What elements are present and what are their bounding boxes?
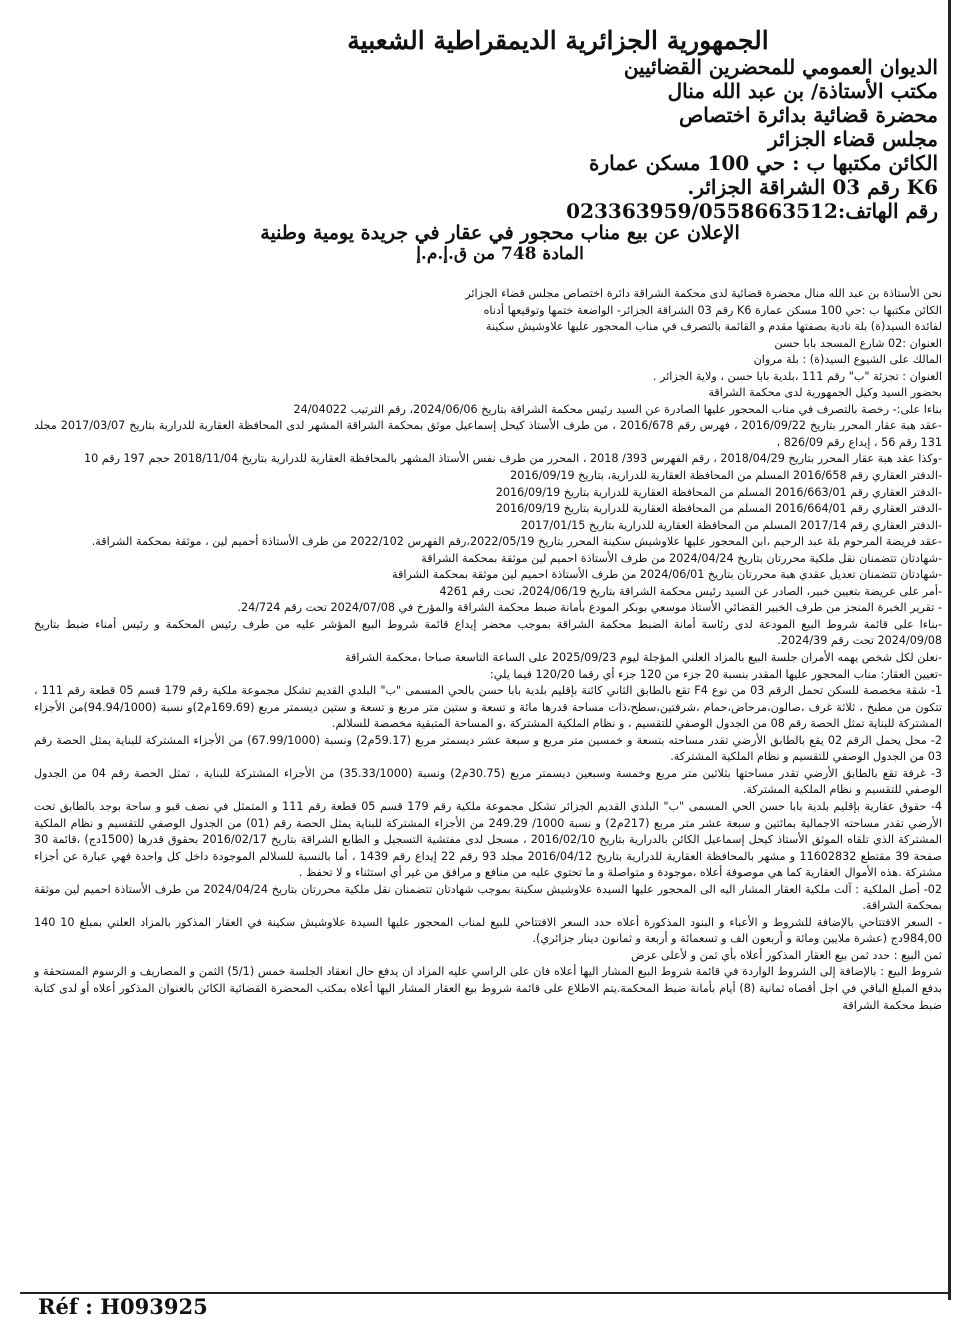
paragraph: 2- محل يحمل الرقم 02 يقع بالطابق الأرضي تقدر مساحته بتسعة و خمسين متر مربع و سبعة عشر ديسمتر مربع (59.17م2) ونسبة (67.99/1000) من الأجزاء المشتركة للبناية يمثل الحصة رقم 03 من الجدول الوصفي للتقسيم و نظام الملكية المشتركة. <box>34 733 942 764</box>
announcement-body <box>34 286 942 1014</box>
paragraph: لفائدة السيد(ة) بلة نادية بصفتها مقدم و القائمة بالتصرف في مناب المحجور عليها علاوشيش سكينة <box>485 320 942 334</box>
office-line: الديوان العمومي للمحضرين القضائيين <box>623 55 938 79</box>
paragraph: 4- حقوق عقارية بإقليم بلدية بابا حسن الحي المسمى "ب" البلدي القديم الجزائر تشكل مجموعة ملكية رقم 179 قسم 05 قطعة رقم 111 و المتمثل في نصف قبو و ساحة بوجد بالطابق تحت الأرضي تقدر مساحته الاجمالية بمائتين و سبعة عشر متر مربع (217م2) و نسبة 1000/ 249.29 من الأجزاء المشتركة للبناية يمثل الحصة رقم (01) من الجدول الوصفي للتقسيم و نظام الملكية المشتركة الذي تلقاه الموثق الأستاذ كيحل إسماعيل الكائن بالدرارية بتاريخ 2016/02/10 ، مسجل لدى مفتشية التسجيل و الطابع الشراقة بتاريخ 2016/02/17 بحقوق قدرها (1500دج) ،قائمة 30 صفحة 39 مقتطع 11602832 و مشهر بالمحافظة العقارية للدرارية بتاريخ 2016/04/12 مجلد 93 رقم 22 إيداع رقم 1439 ، أما بالنسبة للسلالم الموجودة داخل كل واحدة فهي عبارة عن أجزاء مشتركة .هذه الأموال العقارية كما هي موصوفة أعلاه ،موجودة و متواصلة و ما تحتوي عليه من منافع و مرافق من غير أي استثناء و لا تحفظ . <box>34 799 943 880</box>
paragraph: -عقد فريضة المرحوم بلة عبد الرحيم ،ابن المحجور عليها علاوشيش سكينة المحرر بتاريخ 2022/05/19،رقم الفهرس 2022/102 من طرف الأستاذة أحميم لين ، موثقة بمحكمة الشراقة. <box>91 535 942 549</box>
office-line: مجلس قضاء الجزائر <box>768 127 938 151</box>
paragraph: بحضور السيد وكيل الجمهورية لدى محكمة الشراقة <box>708 386 942 400</box>
paragraph: شروط البيع : بالإضافة إلى الشروط الواردة في قائمة شروط البيع المشار اليها أعلاه فان على الراسي عليه المزاد ان يدفع حال انعقاد الجلسة خمس (5/1) الثمن و المصاريف و الرسوم المستحقة و بدفع المبلغ الباقي في اجل أقصاه ثمانية (8) أيام بأمانة ضبط المحكمة.يتم الاطلاع على قائمة شروط بيع العقار المشار اليها أعلاه بمكتب المحضرة القضائية الكائن بالعنوان المذكور أعلاه أو لدى كتابة ضبط محكمة الشراقة <box>34 965 942 1012</box>
paragraph: المالك على الشيوع السيد(ة) : بلة مروان <box>753 353 942 367</box>
office-line: K6 رقم 03 الشراقة الجزائر. <box>687 175 938 199</box>
office-line: محضرة قضائية بدائرة اختصاص <box>679 103 938 127</box>
office-line: مكتب الأستاذة/ بن عبد الله منال <box>667 79 938 103</box>
paragraph: - تقرير الخبرة المنجز من طرف الخبير القضائي الأستاذ موسعي بوبكر المودع بأمانة ضبط محكمة الشراقة والمؤرخ في 2024/07/08 تحت رقم 24/724. <box>237 601 942 615</box>
paragraph: 1- شقة مخصصة للسكن تحمل الرقم 03 من نوع F4 تقع بالطابق الثاني كائنة بإقليم بلدية بابا حسن بالحي المسمى "ب" البلدي القديم تشكل مجموعة ملكية رقم 179 قسم 05 قطعة رقم 111 ، تتكون من مطبخ ، ثلاثة غرف ،صالون،مرحاض،حمام ،شرفتين،سطح،ذات مساحة قدرها مائة و تسعة و ستين متر مربع و تسعة و ستين ديسمتر مربع (169.69م2)و نسبة (94.94/1000)من الأجزاء المشتركة للبناية تمثل الحصة رقم 08 من الجدول الوصفي للتقسيم ، و نظام الملكية المشتركة ،و المساحة المتبقية مخصصة للسلالم. <box>34 684 942 731</box>
announcement-title <box>60 222 940 264</box>
paragraph: - السعر الافتتاحي بالإضافة للشروط و الأعباء و البنود المذكورة أعلاه حدد السعر الافتتاحي للبيع لمناب المحجور عليها السيدة علاوشيش سكينة في العقار المذكور بالمزاد العلني بمبلغ 10 140 984,00دج (عشرة ملايين ومائة و أربعون الف و تسعمائة و أربعة و ثمانون دينار جزائري). <box>34 915 942 946</box>
legal-article: المادة 748 من ق.إ.م.إ <box>416 244 584 264</box>
paragraph: العنوان :02 شارع المسجد بابا حسن <box>774 336 942 350</box>
paragraph: -الدفتر العقاري رقم 2016/664/01 المسلم من المحافظة العقارية للدرارية بتاريخ 2016/09/19 <box>495 502 942 516</box>
announcement-heading: الإعلان عن بيع مناب محجور في عقار في جريدة يومية وطنية <box>260 222 740 244</box>
paragraph: -عقد هبة عقار المحرر بتاريخ 2016/09/22 ، فهرس رقم 2016/678 ، من طرف الأستاذ كيحل إسماعيل موثق بمحكمة الشراقة المشهر لدى المحافظة العقارية للدرارية بتاريخ 2017/03/07 مجلد 131 رقم 56 ، إيداع رقم 826/09 ، <box>34 419 942 449</box>
paragraph: نحن الأستاذة بن عبد الله منال محضرة قضائية لدى محكمة الشراقة دائرة اختصاص مجلس قضاء الجزائر <box>465 287 942 300</box>
paragraph: ثمن البيع : حدد ثمن بيع العقار المذكور أعلاه بأي ثمن و لأعلى عرض <box>631 948 942 962</box>
paragraph: بناءا على:- رخصة بالتصرف في مناب المحجور عليها الصادرة عن السيد رئيس محكمة الشراقة بتاريخ 2024/06/06، رقم الترتيب 24/04022 <box>293 402 942 416</box>
reference-number: Réf : H093925 <box>38 1294 208 1319</box>
paragraph: -شهادتان تتضمنان نقل ملكية محررتان بتاريخ 2024/04/24 من طرف الأستاذة احميم لين موثقة بمحكمة الشراقة <box>421 551 942 565</box>
paragraph: -أمر على عريضة بتعيين خبير، الصادر عن السيد رئيس محكمة الشراقة بتاريخ 2024/06/19، تحت رقم 4261 <box>439 584 942 598</box>
country-title: الجمهورية الجزائرية الديمقراطية الشعبية <box>347 26 769 55</box>
paragraph: -وكذا عقد هبة عقار المحرر بتاريخ 2018/04/29 ، رقم الفهرس 393/ 2018 ، المحرر من طرف نفس الأستاذ المشهر بالمحافظة العقارية للدرارية بتاريخ 2018/11/04 حجم 197 رقم 10 <box>83 452 942 466</box>
paragraph: العنوان : تجزئة "ب" رقم 111 ،بلدية بابا حسن ، ولاية الجزائر . <box>652 369 942 383</box>
office-header <box>58 26 938 223</box>
paragraph: -الدفتر العقاري رقم 2016/663/01 المسلم من المحافظة العقارية للدرارية بتاريخ 2016/09/19 <box>495 485 942 499</box>
page-border-right <box>948 0 951 1300</box>
paragraph: -تعيين العقار: مناب المحجور عليها المقدر بنسبة 20 جزء من 120 جزء أي رقما 120/20 فيما يلي: <box>489 667 942 681</box>
paragraph: -نعلن لكل شخص يهمه الأمران جلسة البيع بالمزاد العلني المؤجلة ليوم 2025/09/23 على الساعة التاسعة صباحا ،محكمة الشراقة <box>344 651 942 665</box>
paragraph: -الدفتر العقاري رقم 2017/14 المسلم من المحافظة العقارية للدرارية بتاريخ 2017/01/15 <box>520 518 942 532</box>
paragraph: -شهادتان تتضمنان تعديل عقدي هبة محررتان بتاريخ 2024/06/01 من طرف الأستاذة احميم لين موثقة بمحكمة الشراقة <box>392 568 942 582</box>
paragraph: الكائن مكتبها ب :حي 100 مسكن عمارة K6 رقم 03 الشراقة الجزائر- الواضعة ختمها وتوقيعها أدناه <box>483 303 942 317</box>
office-line: الكائن مكتبها ب : حي 100 مسكن عمارة <box>588 151 938 175</box>
paragraph: -بناءا على قائمة شروط البيع المودعة لدى رئاسة أمانة الضبط محكمة الشراقة بموجب محضر إيداع قائمة شروط البيع المؤشر عليه من طرف رئيس المحكمة و رئيس أمناء ضبط بتاريخ 2024/09/08 تحت رقم 2024/39. <box>34 617 942 648</box>
paragraph: 3- غرفة تقع بالطابق الأرضي تقدر مساحتها بثلاثين متر مربع وخمسة وسبعين ديسمتر مربع (30.75م2) ونسبة (35.33/1000) من الأجزاء المشتركة للبناية ، تمثل الحصة رقم 04 من الجدول الوصفي للتقسيم و نظام الملكية المشتركة. <box>34 766 942 797</box>
paragraph: -الدفتر العقاري رقم 2016/658 المسلم من المحافظة العقارية للدرارية، بتاريخ 2016/09/19 <box>510 469 942 483</box>
paragraph: 02- أصل الملكية : آلت ملكية العقار المشار اليه الى المحجور عليها السيدة علاوشيش سكينة بموجب شهادتان تتضمنان نقل ملكية محررتان بتاريخ 2024/04/24 من طرف الأستاذة احميم لين موثقة بمحكمة الشراقة. <box>34 882 942 913</box>
office-line: رقم الهاتف:023363959/0558663512 <box>566 199 938 223</box>
